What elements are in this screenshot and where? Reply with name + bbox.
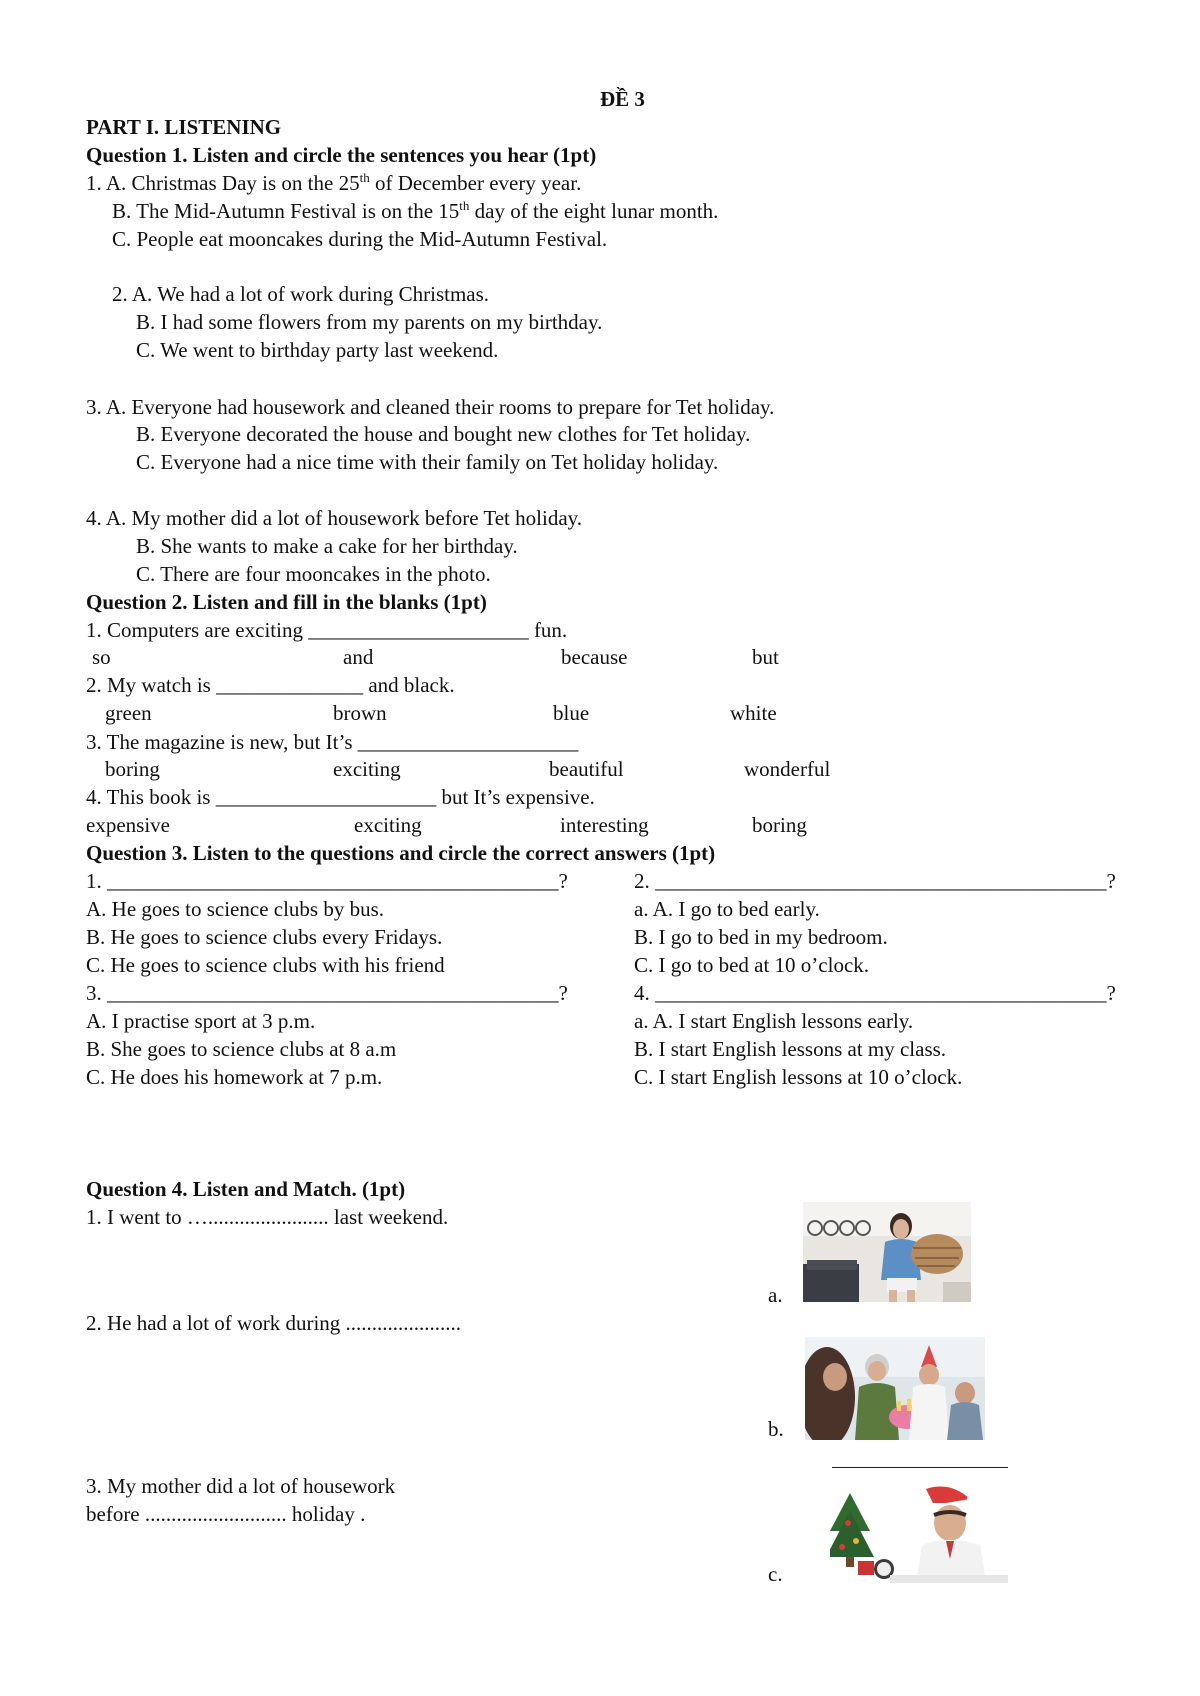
q4-item3-text-line2: before ........................... holiday . xyxy=(86,1502,366,1526)
page-title: ĐỀ 3 xyxy=(600,87,645,111)
q3-item4-option-c: C. I start English lessons at 10 o’clock. xyxy=(634,1065,963,1089)
q3-item4-question: 4. ___________________________________________? xyxy=(634,981,1116,1005)
q1-item3-option-a: 3. A. Everyone had housework and cleaned their rooms to prepare for Tet holiday. xyxy=(86,395,775,419)
q3-item2-option-b: B. I go to bed in my bedroom. xyxy=(634,925,888,949)
q3-item4-option-b: B. I start English lessons at my class. xyxy=(634,1037,947,1061)
part-heading: PART I. LISTENING xyxy=(86,115,282,139)
q1-item1-option-a: 1. A. Christmas Day is on the 25th of December every year. xyxy=(86,170,582,195)
q2-item2-option: green xyxy=(105,701,152,725)
q3-item1-option-a: A. He goes to science clubs by bus. xyxy=(86,897,385,921)
q4-picture-b-birthday-party xyxy=(805,1337,985,1440)
q4-picture-c-christmas-work xyxy=(830,1483,1008,1583)
q2-item2-option: white xyxy=(730,701,777,725)
q2-item4-option: interesting xyxy=(560,813,649,837)
q1-item4-option-a: 4. A. My mother did a lot of housework before Tet holiday. xyxy=(86,506,583,530)
q2-item4-option: expensive xyxy=(86,813,170,837)
q2-item4-option: exciting xyxy=(354,813,422,837)
q3-item1-question: 1. ___________________________________________? xyxy=(86,869,568,893)
q2-item3-option: beautiful xyxy=(549,757,624,781)
q2-item1-sentence: 1. Computers are exciting _____________________ fun. xyxy=(86,618,568,642)
q4-item1-text: 1. I went to …....................... last weekend. xyxy=(86,1205,449,1229)
q4-item2-text: 2. He had a lot of work during ...................... xyxy=(86,1311,462,1335)
q4-label-a: a. xyxy=(768,1283,783,1307)
q2-item2-option: brown xyxy=(333,701,387,725)
q3-item3-option-c: C. He does his homework at 7 p.m. xyxy=(86,1065,383,1089)
q3-item3-option-b: B. She goes to science clubs at 8 a.m xyxy=(86,1037,397,1061)
q2-item2-option: blue xyxy=(553,701,590,725)
q4-picture-a-housework xyxy=(803,1202,971,1302)
q2-item2-sentence: 2. My watch is ______________ and black. xyxy=(86,673,455,697)
q2-item1-option: so xyxy=(92,645,111,669)
q3-heading: Question 3. Listen to the questions and circle the correct answers (1pt) xyxy=(86,841,716,865)
q3-item3-option-a: A. I practise sport at 3 p.m. xyxy=(86,1009,316,1033)
q1-item2-option-c: C. We went to birthday party last weekend. xyxy=(136,338,499,362)
q2-heading: Question 2. Listen and fill in the blanks (1pt) xyxy=(86,590,487,614)
q2-item3-option: boring xyxy=(105,757,160,781)
q2-item3-sentence: 3. The magazine is new, but It’s _____________________ xyxy=(86,730,579,754)
q1-item1-option-b: B. The Mid-Autumn Festival is on the 15th day of the eight lunar month. xyxy=(112,198,719,223)
q1-item3-option-b: B. Everyone decorated the house and bought new clothes for Tet holiday. xyxy=(136,422,751,446)
q1-item4-option-c: C. There are four mooncakes in the photo. xyxy=(136,562,491,586)
q2-item1-option: and xyxy=(343,645,374,669)
q3-item2-option-a: a. A. I go to bed early. xyxy=(634,897,820,921)
q2-item4-sentence: 4. This book is _____________________ but It’s expensive. xyxy=(86,785,595,809)
q1-item1-option-c: C. People eat mooncakes during the Mid-Autumn Festival. xyxy=(112,227,608,251)
q1-item3-option-c: C. Everyone had a nice time with their family on Tet holiday holiday. xyxy=(136,450,719,474)
q3-item3-question: 3. ___________________________________________? xyxy=(86,981,568,1005)
q1-item4-option-b: B. She wants to make a cake for her birthday. xyxy=(136,534,518,558)
q3-item1-option-c: C. He goes to science clubs with his friend xyxy=(86,953,445,977)
q1-item2-option-a: 2. A. We had a lot of work during Christmas. xyxy=(112,282,490,306)
q4-label-c: c. xyxy=(768,1562,783,1586)
q2-item4-option: boring xyxy=(752,813,807,837)
q2-item1-option: because xyxy=(561,645,628,669)
q1-heading: Question 1. Listen and circle the sentences you hear (1pt) xyxy=(86,143,597,167)
q3-item4-option-a: a. A. I start English lessons early. xyxy=(634,1009,914,1033)
q1-item2-option-b: B. I had some flowers from my parents on my birthday. xyxy=(136,310,603,334)
q3-item2-question: 2. ___________________________________________? xyxy=(634,869,1116,893)
q2-item3-option: exciting xyxy=(333,757,401,781)
q3-item1-option-b: B. He goes to science clubs every Fridays. xyxy=(86,925,443,949)
q3-item2-option-c: C. I go to bed at 10 o’clock. xyxy=(634,953,870,977)
q4-label-b: b. xyxy=(768,1417,784,1441)
q2-item3-option: wonderful xyxy=(744,757,831,781)
q4-item3-text-line1: 3. My mother did a lot of housework xyxy=(86,1474,396,1498)
q4-divider-line xyxy=(832,1467,1008,1468)
q4-heading: Question 4. Listen and Match. (1pt) xyxy=(86,1177,406,1201)
q2-item1-option: but xyxy=(752,645,779,669)
